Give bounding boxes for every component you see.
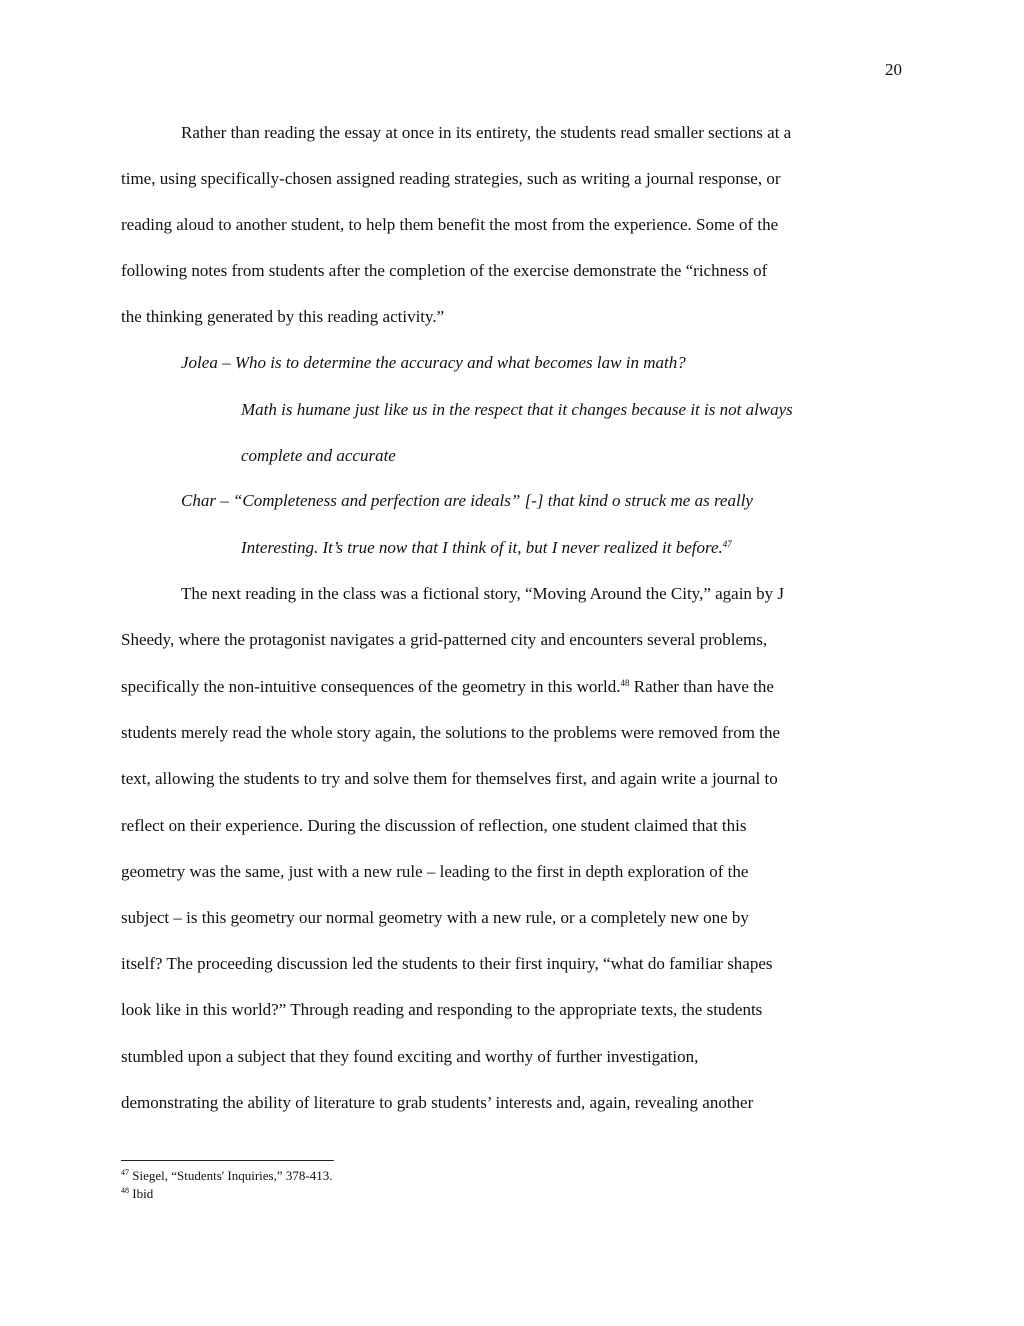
footnote-48 [121,1186,153,1202]
paragraph-2-line: itself? The proceeding discussion led the students to their first inquiry, “what do familiar shapes [121,954,773,973]
footnote-text: Ibid [129,1186,154,1201]
quote-jolea: Jolea – Who is to determine the accuracy and what becomes law in math? [181,353,686,372]
paragraph-2-text: specifically the non-intuitive consequences of the geometry in this world. [121,677,621,696]
paragraph-1-line: time, using specifically-chosen assigned reading strategies, such as writing a journal response, or [121,169,781,188]
paragraph-2-line: The next reading in the class was a fictional story, “Moving Around the City,” again by J [181,584,785,603]
quote-jolea-continued: Math is humane just like us in the respect that it changes because it is not always [241,400,793,419]
paragraph-1-line: Rather than reading the essay at once in its entirety, the students read smaller sections at a [181,123,792,142]
paragraph-2-line: geometry was the same, just with a new rule – leading to the first in depth exploration of the [121,862,749,881]
paragraph-2-line: reflect on their experience. During the discussion of reflection, one student claimed that this [121,816,747,835]
paragraph-2-line: subject – is this geometry our normal geometry with a new rule, or a completely new one by [121,908,749,927]
page-number: 20 [885,60,902,79]
footnote-47 [121,1168,332,1184]
footnote-number: 47 [121,1168,129,1177]
footnote-ref-47: 47 [722,539,732,549]
paragraph-2-line: text, allowing the students to try and solve them for themselves first, and again write a journal to [121,769,778,788]
paragraph-2-line: look like in this world?” Through reading and responding to the appropriate texts, the students [121,1000,763,1019]
quote-char: Char – “Completeness and perfection are ideals” [-] that kind o struck me as really [181,491,753,510]
footnote-number: 48 [121,1186,129,1195]
paragraph-2-line [121,675,911,699]
paragraph-2-text: Rather than have the [629,677,774,696]
paragraph-1-line: the thinking generated by this reading activity.” [121,307,445,326]
paragraph-2-line: Sheedy, where the protagonist navigates a grid-patterned city and encounters several problems, [121,630,768,649]
paragraph-1-line: following notes from students after the completion of the exercise demonstrate the “richness of [121,261,768,280]
paragraph-2-line: students merely read the whole story again, the solutions to the problems were removed from the [121,723,781,742]
quote-char-text: Interesting. It’s true now that I think of it, but I never realized it before. [241,538,723,557]
footnote-ref-48: 48 [620,678,630,688]
footnote-text: Siegel, “Students' Inquiries,” 378-413. [129,1168,333,1183]
paragraph-2-line: stumbled upon a subject that they found exciting and worthy of further investigation, [121,1047,699,1066]
footnote-separator [121,1160,334,1161]
paragraph-1-line: reading aloud to another student, to help them benefit the most from the experience. Some of the [121,215,779,234]
paragraph-2-line: demonstrating the ability of literature to grab students’ interests and, again, revealing another [121,1093,754,1112]
quote-char-continued [241,536,1024,560]
quote-jolea-continued: complete and accurate [241,446,396,465]
